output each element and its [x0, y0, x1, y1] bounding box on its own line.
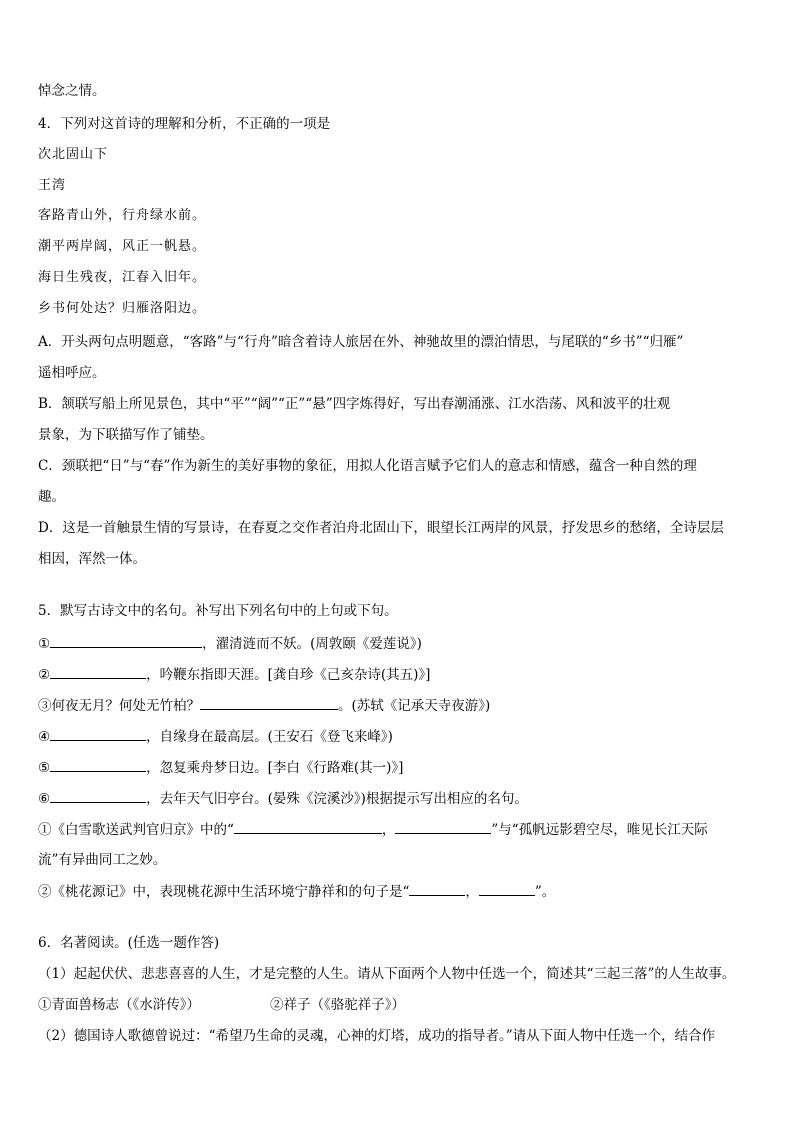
- fill-text: ②《桃花源记》中，表现桃花源中生活环境宁静祥和的句子是“: [38, 884, 410, 900]
- fill-text: 。(苏轼《记承天寺夜游》): [338, 698, 491, 714]
- option-c-cont: 趣。: [38, 489, 65, 505]
- fill-blank-1: [38, 634, 422, 653]
- question-6-title: 6．名著阅读。(任选一题作答): [38, 935, 220, 951]
- answer-blank[interactable]: [409, 882, 465, 896]
- fill-text: ，去年天气旧亭台。(晏殊《浣溪沙》)根据提示写出相应的名句。: [146, 791, 528, 807]
- fill-label: ④: [38, 729, 51, 745]
- question-5-title: 5．默写古诗文中的名句。补写出下列名句中的上句或下句。: [38, 603, 398, 619]
- fill-text: ”与“孤帆远影碧空尽，唯见长江天际: [491, 822, 708, 838]
- fill-text: ，濯清涟而不妖。(周敦颐《爱莲说》): [202, 636, 422, 652]
- question-6-part-1: （1）起起伏伏、悲悲喜喜的人生，才是完整的人生。请从下面两个人物中任选一个，简述其“三起三落”的人生故事。: [38, 966, 736, 982]
- option-text: ②祥子（《骆驼祥子》）: [270, 997, 405, 1013]
- fill-blank-3: [38, 696, 490, 715]
- poem-line: 乡书何处达？归雁洛阳边。: [38, 301, 207, 316]
- fill-blank-7-cont: 流”有异曲同工之妙。: [38, 852, 167, 868]
- option-a-cont: 遥相呼应。: [38, 365, 106, 381]
- fill-text: ③何夜无月？何处无竹柏？: [38, 698, 200, 714]
- option-d-cont: 相因，浑然一体。: [38, 551, 146, 567]
- answer-blank[interactable]: [50, 789, 146, 803]
- fill-text: ，: [381, 822, 396, 838]
- fill-label: ②: [38, 667, 51, 683]
- poem-line: 客路青山外，行舟绿水前。: [38, 208, 207, 223]
- fill-text: ，吟鞭东指即天涯。[龚自珍《己亥杂诗(其五)》]: [146, 667, 431, 683]
- question-6-part-2: （2）德国诗人歌德曾说过：“希望乃生命的灵魂，心神的灯塔，成功的指导者。”请从下面人物中任选一个，结合作: [38, 1028, 716, 1044]
- fill-blank-5: [38, 758, 403, 777]
- fill-blank-8: [38, 882, 555, 901]
- fill-blank-7: [38, 820, 708, 839]
- answer-blank[interactable]: [479, 882, 535, 896]
- fill-blank-2: [38, 665, 430, 684]
- fill-text: ”。: [534, 884, 556, 900]
- answer-blank[interactable]: [200, 696, 338, 710]
- poem-author: 王湾: [38, 178, 67, 193]
- question-6-options: [38, 996, 405, 1014]
- fill-text: ，: [465, 884, 479, 900]
- answer-blank[interactable]: [50, 758, 146, 772]
- fill-label: ⑤: [38, 760, 51, 776]
- option-a: A．开头两句点明题意，“客路”与“行舟”暗含着诗人旅居在外、神驰故里的漂泊情思，与尾联的“乡书”“归雁”: [38, 334, 684, 350]
- fill-text: ，自缘身在最高层。(王安石《登飞来峰》): [146, 729, 393, 745]
- poem-title: 次北固山下: [38, 147, 109, 162]
- option-d: D．这是一首触景生情的写景诗，在春夏之交作者泊舟北固山下，眼望长江两岸的风景，抒发思乡的愁绪，全诗层层: [38, 520, 724, 536]
- answer-blank[interactable]: [50, 665, 146, 679]
- answer-blank[interactable]: [50, 727, 146, 741]
- poem-line: 潮平两岸阔，风正一帆悬。: [38, 239, 207, 254]
- fill-text: ①《白雪歌送武判官归京》中的“: [38, 822, 234, 838]
- fill-blank-6: [38, 789, 528, 808]
- answer-blank[interactable]: [234, 820, 382, 834]
- answer-blank[interactable]: [395, 820, 491, 834]
- fill-text: ，忽复乘舟梦日边。[李白《行路难(其一)》]: [146, 760, 404, 776]
- text-line: 悼念之情。: [38, 83, 106, 99]
- answer-blank[interactable]: [50, 634, 202, 648]
- option-text: ①青面兽杨志（《水浒传》）: [38, 997, 200, 1013]
- fill-blank-4: [38, 727, 393, 746]
- option-c: C．颈联把“日”与“春”作为新生的美好事物的象征，用拟人化语言赋予它们人的意志和情感，蕴含一种自然的理: [38, 458, 697, 474]
- option-b: B．颔联写船上所见景色，其中“平”“阔”“正”“悬”四字炼得好，写出春潮涌涨、江水浩荡、风和波平的壮观: [38, 396, 671, 412]
- fill-label: ⑥: [38, 791, 51, 807]
- option-b-cont: 景象，为下联描写作了铺垫。: [38, 427, 214, 443]
- poem-line: 海日生残夜，江春入旧年。: [38, 270, 207, 285]
- fill-label: ①: [38, 636, 51, 652]
- question-4-title: 4．下列对这首诗的理解和分析，不正确的一项是: [38, 116, 331, 132]
